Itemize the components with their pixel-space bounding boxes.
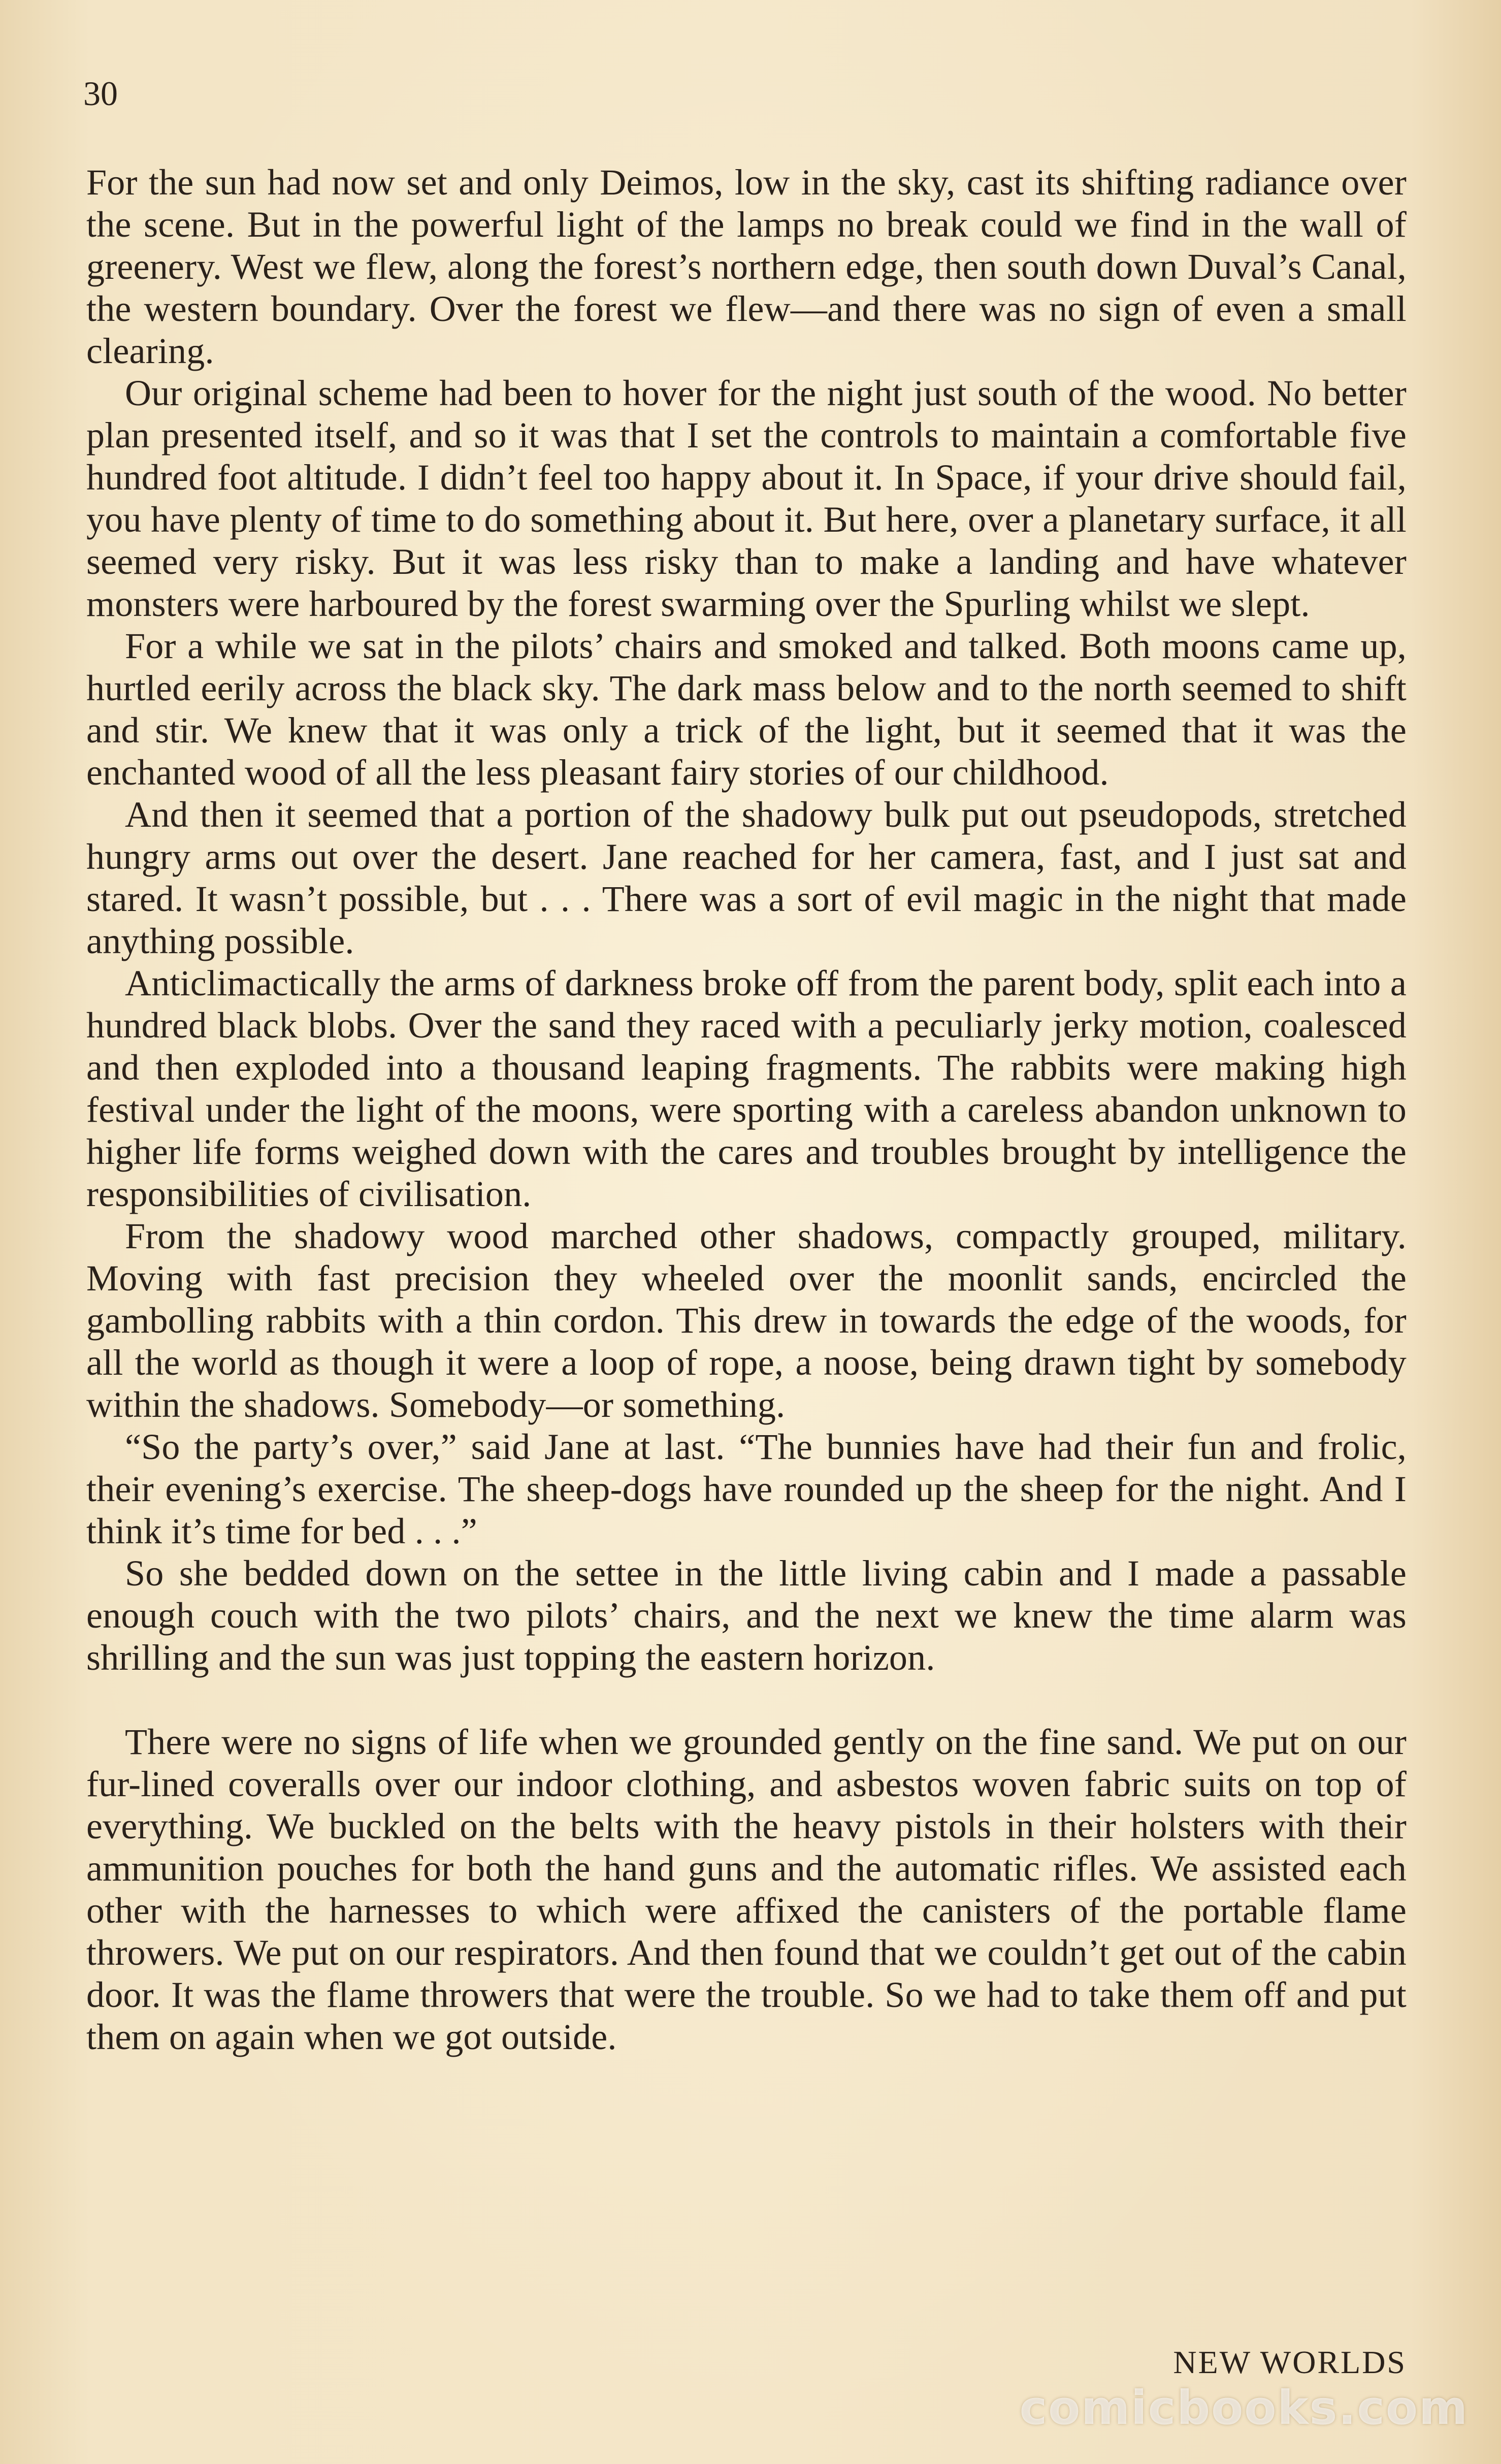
paragraph: And then it seemed that a portion of the shadowy bulk put out pseudopods, stretched hungry arms out over the desert. Jane reached for her camera, fast, and I just sat and stared. It wasn’t possible, but . . . There was a sort of evil magic in the night that made anything possible. (86, 794, 1407, 961)
paragraph: Our original scheme had been to hover for the night just south of the wood. No better plan presented itself, and so it was that I set the controls to maintain a comfortable five hundred foot altitude. I didn’t feel too happy about it. In Space, if your drive should fail, you have plenty of time to do something about it. But here, over a planetary surface, it all seemed very risky. But it was less risky than to make a landing and have whatever monsters were harboured by the forest swarming over the Spurling whilst we slept. (86, 373, 1407, 624)
page-number: 30 (83, 74, 118, 113)
paragraph: “So the party’s over,” said Jane at last. “The bunnies have had their fun and frolic, their evening’s exercise. The sheep-dogs have rounded up the sheep for the night. And I think it’s time for bed . . .” (86, 1426, 1407, 1551)
paragraph: So she bedded down on the settee in the little living cabin and I made a passable enough couch with the two pilots’ chairs, and the next we knew the time alarm was shrilling and the sun was just topping the eastern horizon. (86, 1553, 1407, 1678)
paragraph: From the shadowy wood marched other shadows, compactly grouped, military. Moving with fast precision they wheeled over the moonlit sands, encircled the gambolling rabbits with a thin cordon. This drew in towards the edge of the woods, for all the world as though it were a loop of rope, a noose, being drawn tight by somebody within the shadows. Somebody—or something. (86, 1216, 1407, 1425)
paragraph: For the sun had now set and only Deimos, low in the sky, cast its shifting radiance over the scene. But in the powerful light of the lamps no break could we find in the wall of greenery. West we flew, along the forest’s northern edge, then south down Duval’s Canal, the western boundary. Over the forest we flew—and there was no sign of even a small clearing. (86, 162, 1407, 371)
publication-title: NEW WORLDS (1173, 2344, 1407, 2380)
paragraph: There were no signs of life when we grounded gently on the fine sand. We put on our fur-lined coveralls over our indoor clothing, and asbestos woven fabric suits on top of everything. We buckled on the belts with the heavy pistols in their holsters with their ammunition pouches for both the hand guns and the automatic rifles. We assisted each other with the harnesses to which were affixed the canisters of the portable flame throwers. We put on our respirators. And then found that we couldn’t get out of the cabin door. It was the flame throwers that were the trouble. So we had to take them off and put them on again when we got outside. (86, 1722, 1407, 2057)
story-text (86, 161, 1407, 2058)
watermark: comicbooks.com (1019, 2381, 1469, 2435)
paragraph: For a while we sat in the pilots’ chairs and smoked and talked. Both moons came up, hurtled eerily across the black sky. The dark mass below and to the north seemed to shift and stir. We knew that it was only a trick of the light, but it seemed that it was the enchanted wood of all the less pleasant fairy stories of our childhood. (86, 626, 1407, 793)
paragraph: Anticlimactically the arms of darkness broke off from the parent body, split each into a hundred black blobs. Over the sand they raced with a peculiarly jerky motion, coalesced and then exploded into a thousand leaping fragments. The rabbits were making high festival under the light of the moons, were sporting with a careless abandon unknown to higher life forms weighed down with the cares and troubles brought by intelligence the responsibilities of civilisation. (86, 963, 1407, 1214)
